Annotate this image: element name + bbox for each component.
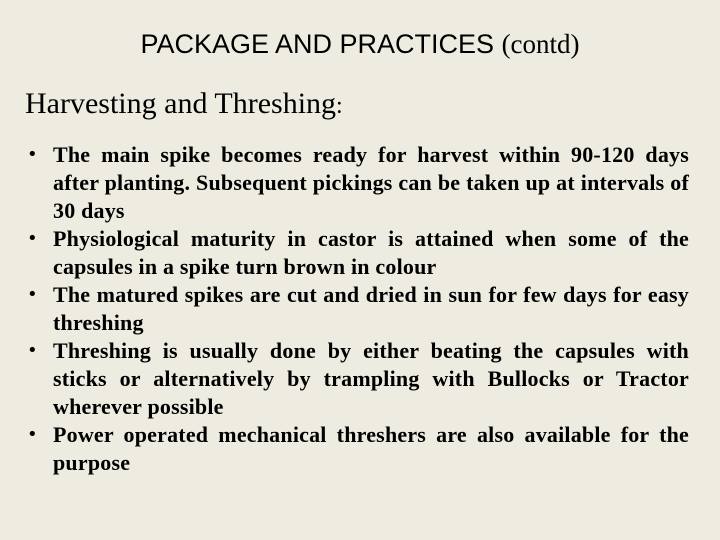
- bullet-icon: •: [27, 284, 38, 305]
- bullet-text: The matured spikes are cut and dried in sun for few days for easy threshing: [53, 282, 689, 335]
- bullet-icon: •: [27, 228, 38, 249]
- section-heading-colon: :: [336, 93, 343, 119]
- section-heading-text: Harvesting and Threshing: [25, 87, 337, 120]
- section-heading: [25, 84, 343, 126]
- bullet-icon: •: [27, 340, 38, 361]
- bullet-item-mechanical-threshers: [27, 421, 689, 477]
- slide-title-contd: (contd): [501, 29, 580, 59]
- bullet-list: [0, 141, 720, 477]
- bullet-icon: •: [27, 144, 38, 165]
- bullet-item-drying: [27, 281, 689, 337]
- bullet-item-maturity: [27, 225, 689, 281]
- bullet-text: The main spike becomes ready for harvest within 90-120 days after planting. Subsequent pickings can be taken up at intervals of 30 days: [53, 142, 689, 223]
- bullet-item-harvest-timing: [27, 141, 689, 225]
- slide-title-main: PACKAGE AND PRACTICES: [140, 29, 495, 59]
- bullet-text: Power operated mechanical threshers are also available for the purpose: [53, 422, 689, 475]
- bullet-text: Physiological maturity in castor is attained when some of the capsules in a spike turn brown in colour: [53, 226, 689, 279]
- bullet-text: Threshing is usually done by either beating the capsules with sticks or alternatively by trampling with Bullocks or Tractor wherever possible: [53, 338, 689, 419]
- bullet-icon: •: [27, 424, 38, 445]
- bullet-item-threshing: [27, 337, 689, 421]
- slide-title: [0, 26, 720, 62]
